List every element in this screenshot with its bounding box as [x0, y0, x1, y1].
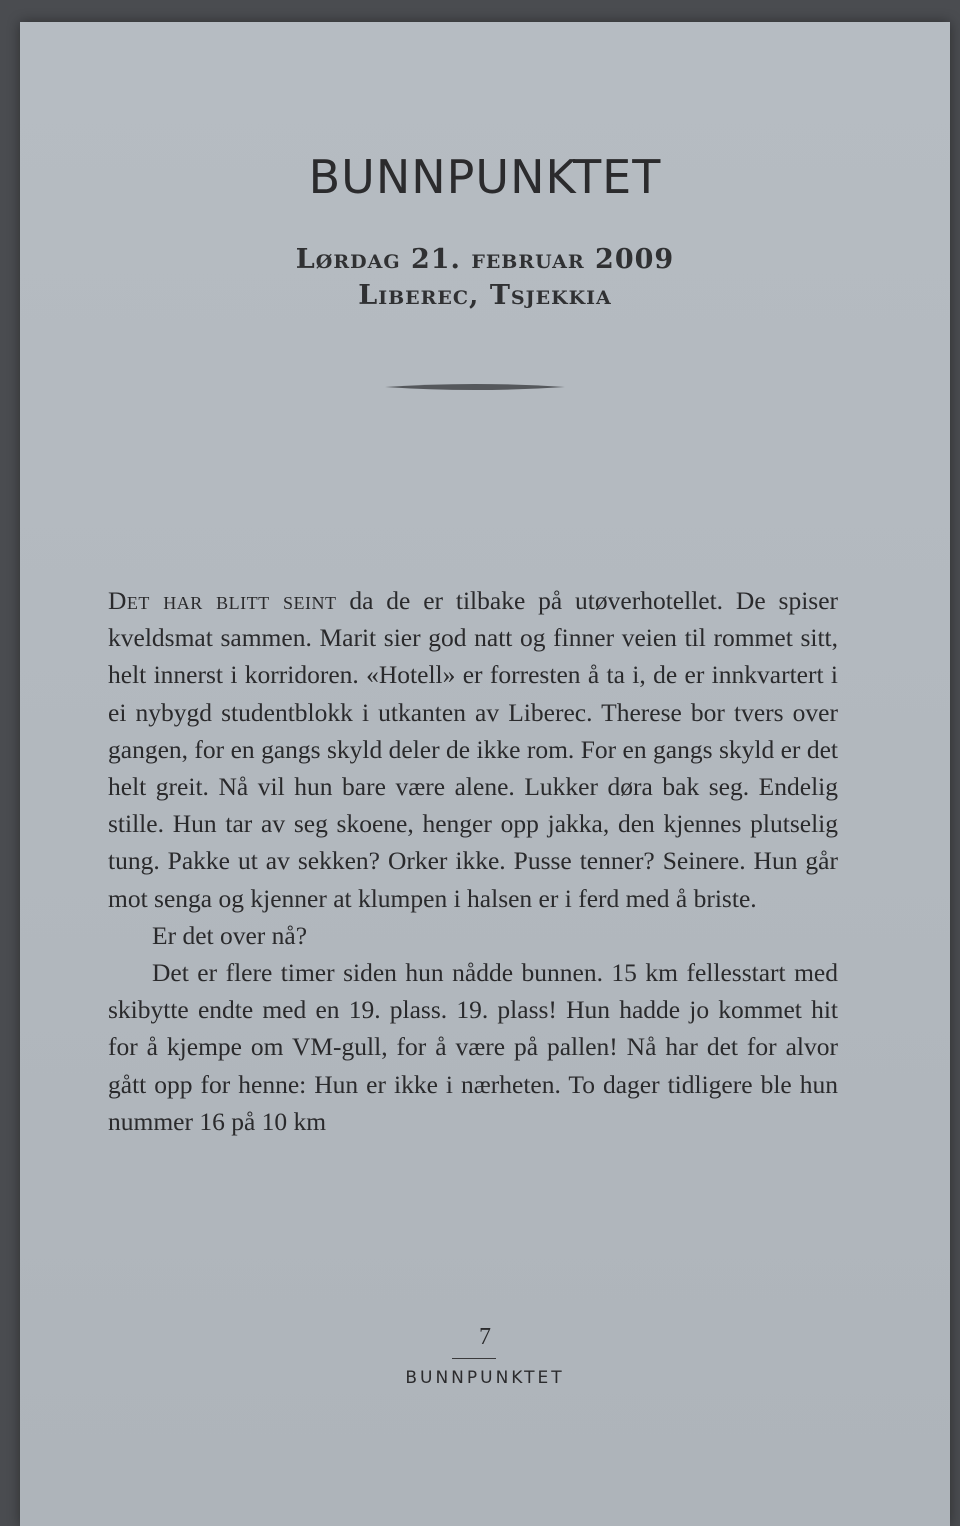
chapter-title: BUNNPUNKTET: [308, 150, 662, 204]
paragraph-lead: Det har blitt seint: [108, 586, 337, 615]
book-page: [20, 22, 950, 1526]
chapter-date: Lørdag 21. februar 2009: [295, 244, 675, 275]
running-footer: BUNNPUNKTET: [405, 1368, 565, 1388]
paragraph: Det er flere timer siden hun nådde bunnen. 15 km fellesstart med skibytte endte med en 19. plass. 19. plass! Hun hadde jo kommet hit for å kjempe om VM-gull, for å være på pallen! Nå har det for alvor gått opp for henne: Hun er ikke i nærheten. To dager tidligere ble hun nummer 16 på 10 km: [108, 958, 838, 1136]
paragraph: Er det over nå?: [152, 920, 308, 950]
paragraph-text: da de er tilbake på utøverhotellet. De spiser kveldsmat sammen. Marit sier god natt og finner veien til rommet sitt, helt innerst i korridoren. «Hotell» er forresten å ta i, de er innkvartert i ei nybygd studentblokk i utkanten av Liberec. Therese bor tvers over gangen, for en gangs skyld deler de ikke rom. For en gangs skyld er det helt greit. Nå vil hun bare være alene. Lukker døra bak seg. Endelig stille. Hun tar av seg skoene, henger opp jakka, den kjennes plutselig tung. Pakke ut av sekken? Orker ikke. Pusse tenner? Seinere. Hun går mot senga og kjenner at klumpen i halsen er i ferd med å briste.: [108, 586, 839, 913]
page-number: 7: [479, 1324, 491, 1350]
ornament-divider-icon: [385, 382, 565, 392]
chapter-place: Liberec, Tsjekkia: [358, 280, 612, 311]
paragraph: [108, 582, 838, 917]
folio-rule: [452, 1358, 496, 1359]
body-text: [108, 582, 838, 1140]
